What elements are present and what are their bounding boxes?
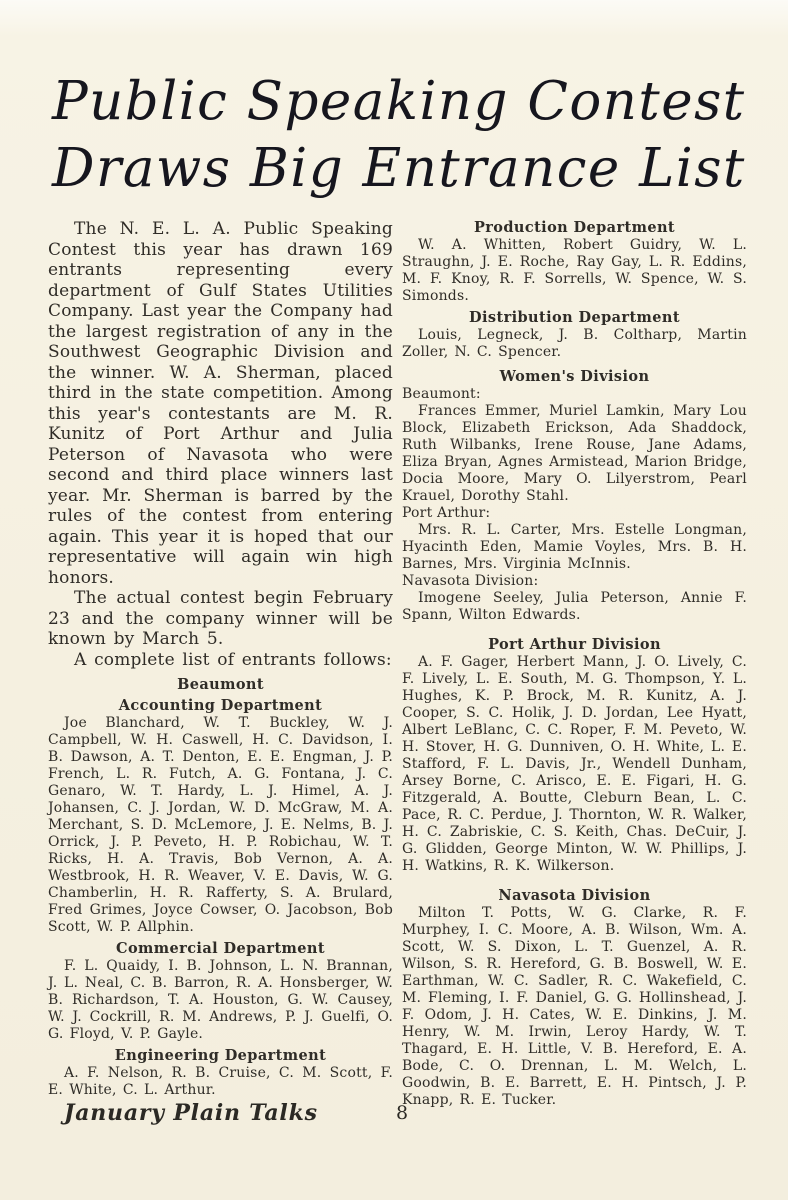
label-port-arthur: Port Arthur: (402, 505, 491, 521)
footer-page-number: 8 (396, 1102, 409, 1124)
names-womens-beaumont: Frances Emmer, Muriel Lamkin, Mary Lou Block, Elizabeth Erickson, Ada Shaddock, Ruth Wilbanks, Irene Rouse, Jane Adams, Eliza Bryan, Agnes Armistead, Marion Bridge, Docia Moore, Mary O. Lilyerstrom, Pearl Krauel, Dorothy Stahl. (402, 403, 747, 504)
heading-production-department: Production Department (473, 219, 676, 236)
names-womens-navasota: Imogene Seeley, Julia Peterson, Annie F. Spann, Wilton Edwards. (402, 590, 747, 623)
names-engineering-department: A. F. Nelson, R. B. Cruise, C. M. Scott, F. E. White, C. L. Arthur. (48, 1065, 393, 1098)
heading-commercial-department: Commercial Department (116, 940, 325, 957)
footer-publication-name: January Plain Talks (64, 1100, 318, 1126)
article-title-line-2: Draws Big Entrance List (52, 138, 746, 199)
heading-port-arthur-division: Port Arthur Division (488, 636, 661, 653)
names-navasota-division: Milton T. Potts, W. G. Clarke, R. F. Murphey, I. C. Moore, A. B. Wilson, Wm. A. Scott, W. S. Dixon, L. T. Guenzel, A. R. Wilson, S. R. Hereford, G. B. Boswell, W. E. Earthman, W. C. Sadler, R. C. Wakefield, C. M. Fleming, I. F. Daniel, G. G. Hollinshead, J. F. Odom, J. H. Cates, W. E. Dinkins, J. M. Henry, W. M. Irwin, Leroy Hardy, W. T. Thagard, E. H. Little, V. B. Hereford, E. A. Bode, C. O. Drennan, L. M. Welch, L. Goodwin, B. E. Barrett, E. H. Pintsch, J. P. Knapp, R. E. Tucker. (402, 905, 747, 1108)
names-accounting-department: Joe Blanchard, W. T. Buckley, W. J. Campbell, W. H. Caswell, H. C. Davidson, I. B. Dawson, A. T. Denton, E. E. Engman, J. P. French, L. R. Futch, A. G. Fontana, J. C. Genaro, W. T. Hardy, L. J. Himel, A. J. Johansen, C. J. Jordan, W. D. McGraw, M. A. Merchant, S. D. McLemore, J. E. Nelms, B. J. Orrick, J. P. Peveto, H. P. Robichau, W. T. Ricks, H. A. Travis, Bob Vernon, A. A. Westbrook, H. R. Weaver, V. E. Davis, W. G. Chamberlin, H. R. Rafferty, S. A. Brulard, Fred Grimes, Joyce Cowser, O. Jacobson, Bob Scott, W. P. Allphin. (48, 715, 393, 935)
intro-paragraph-2: The actual contest begin February 23 and the company winner will be known by March 5. (48, 588, 393, 649)
names-womens-port-arthur: Mrs. R. L. Carter, Mrs. Estelle Longman, Hyacinth Eden, Mamie Voyles, Mrs. B. H. Barnes, Mrs. Virginia McInnis. (402, 522, 747, 572)
intro-paragraph-1: The N. E. L. A. Public Speaking Contest this year has drawn 169 entrants representing every department of Gulf States Utilities Company. Last year the Company had the largest registration of any in the Southwest Geographic Division and the winner. W. A. Sherman, placed third in the state competition. Among this year's contestants are M. R. Kunitz of Port Arthur and Julia Peterson of Navasota who were second and third place winners last year. Mr. Sherman is barred by the rules of the contest from entering again. This year it is hoped that our representative will again win high honors. (48, 219, 393, 588)
heading-navasota-division: Navasota Division (498, 887, 651, 904)
left-column (48, 219, 393, 1099)
heading-accounting-department: Accounting Department (118, 697, 323, 714)
names-distribution-department: Louis, Legneck, J. B. Coltharp, Martin Zoller, N. C. Spencer. (402, 327, 747, 360)
heading-distribution-department: Distribution Department (469, 309, 680, 326)
names-port-arthur-division: A. F. Gager, Herbert Mann, J. O. Lively, C. F. Lively, L. E. South, M. G. Thompson, Y. L. Hughes, K. P. Brock, M. R. Kunitz, A. J. Cooper, S. C. Holik, J. D. Jordan, Lee Hyatt, Albert LeBlanc, C. C. Roper, F. M. Peveto, W. H. Stover, H. G. Dunniven, O. H. White, L. E. Stafford, F. L. Davis, Jr., Wendell Dunham, Arsey Borne, C. Arisco, E. E. Figari, H. G. Fitzgerald, A. Boutte, Cleburn Bean, L. C. Pace, R. C. Perdue, J. Thornton, W. R. Walker, H. C. Zabriskie, C. S. Keith, Chas. DeCuir, J. G. Glidden, George Minton, W. W. Phillips, J. H. Watkins, R. K. Wilkerson. (402, 654, 747, 874)
heading-engineering-department: Engineering Department (114, 1047, 327, 1064)
article-title-line-1: Public Speaking Contest (52, 71, 746, 132)
heading-beaumont: Beaumont (177, 676, 264, 693)
names-production-department: W. A. Whitten, Robert Guidry, W. L. Straughn, J. E. Roche, Ray Gay, L. R. Eddins, M. F. Knoy, R. F. Sorrells, W. Spence, W. S. Simonds. (402, 237, 747, 304)
label-navasota-division: Navasota Division: (402, 573, 539, 589)
article-title (52, 68, 746, 202)
names-commercial-department: F. L. Quaidy, I. B. Johnson, L. N. Brannan, J. L. Neal, C. B. Barron, R. A. Honsberger, W. B. Richardson, T. A. Houston, G. W. Causey, W. J. Cockrill, R. M. Andrews, P. J. Guelfi, O. G. Floyd, V. P. Gayle. (48, 958, 393, 1042)
intro-paragraph-3: A complete list of entrants follows: (74, 649, 392, 670)
heading-womens-division: Women's Division (499, 368, 650, 385)
label-beaumont: Beaumont: (402, 386, 481, 402)
right-column (402, 219, 747, 1109)
